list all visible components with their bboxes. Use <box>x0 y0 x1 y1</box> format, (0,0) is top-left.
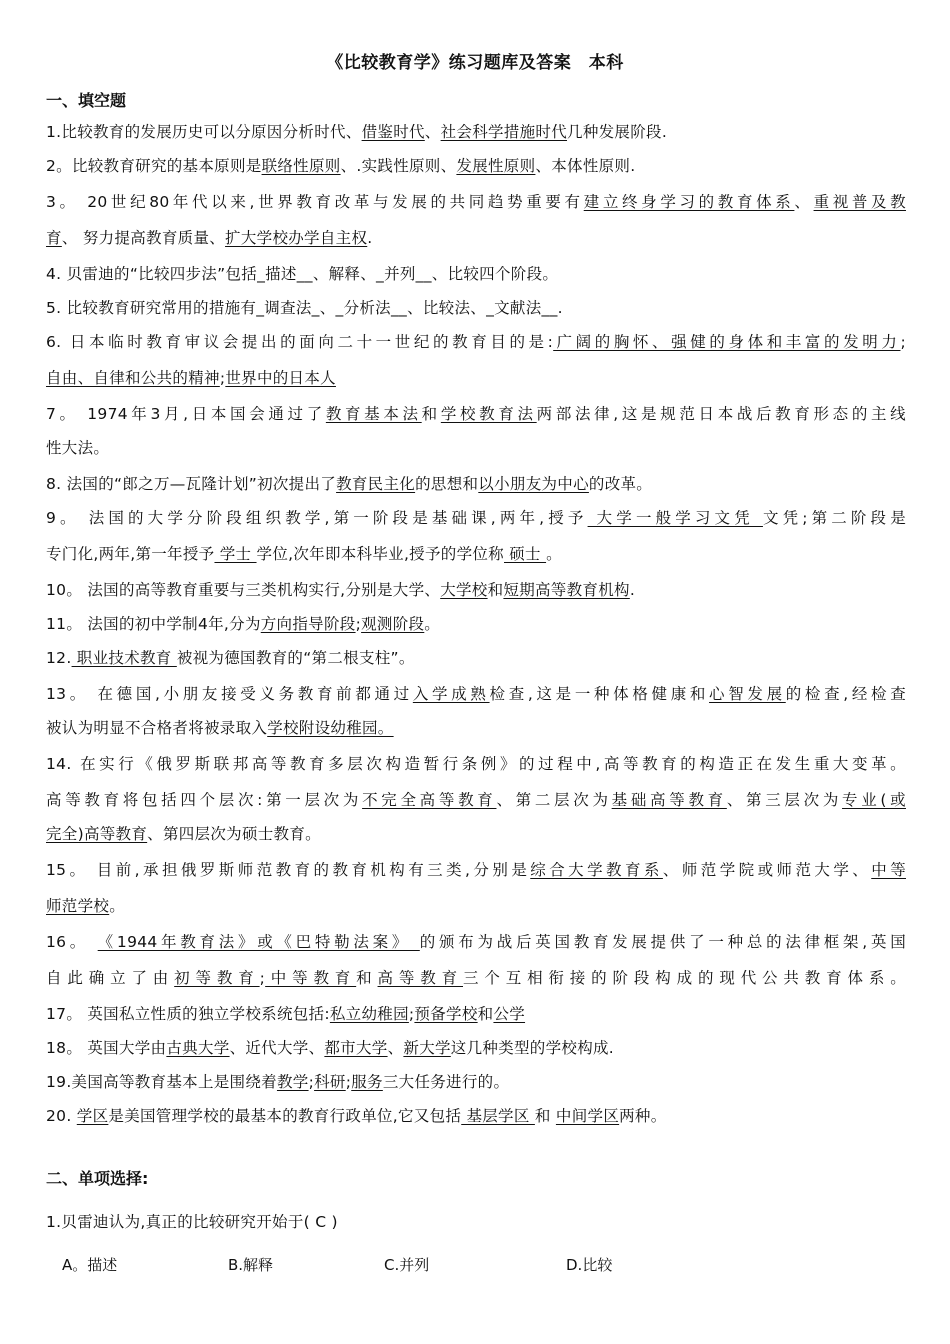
question-text: 被认为明显不合格者将被录取入 <box>46 719 268 737</box>
question-text: ; <box>219 369 226 387</box>
question-text: 7。 1974年3月,日本国会通过了 <box>46 405 326 423</box>
question-text: 高等教育将包括四个层次:第一层次为 <box>46 791 363 809</box>
question-line <box>46 822 321 844</box>
question-text: 20. <box>46 1107 77 1125</box>
question-text: ; <box>900 333 906 351</box>
answer-underlined: 教学 <box>276 1073 309 1091</box>
answer-underlined: 公学 <box>493 1005 526 1023</box>
question-text: 6. 日本临时教育审议会提出的面向二十一世纪的教育目的是: <box>46 333 554 351</box>
question-text: 、本体性原则. <box>535 157 636 175</box>
answer-underlined: 硕士 <box>504 545 547 563</box>
question-line <box>46 1036 614 1058</box>
question-line <box>46 788 906 810</box>
question-text: 三大任务进行的。 <box>382 1073 510 1091</box>
question-line <box>46 226 372 248</box>
answer-underlined: 初等教育 <box>174 969 260 987</box>
question-text: 、.实践性原则、 <box>340 157 457 175</box>
answer-underlined: 职业技术教育 <box>71 649 177 667</box>
question-line <box>46 506 906 528</box>
answer-underlined: 中等教育 <box>265 969 357 987</box>
question-text: 文凭;第二阶段是 <box>762 509 907 527</box>
answer-underlined: 建立终身学习的教育体系 <box>583 193 795 211</box>
question-text: 学位,次年即本科毕业,授予的学位称 <box>256 545 504 563</box>
question-text: 、第四层次为硕士教育。 <box>147 825 321 843</box>
question-text: 4. 贝雷迪的“比较四步法”包括_描述__、解释、_并列__、比较四个阶段。 <box>46 265 559 283</box>
question-text: 三个互相衔接的阶段构成的现代公共教育体系。 <box>463 969 907 987</box>
question-text: 几种发展阶段. <box>567 123 668 141</box>
answer-underlined: 教育基本法 <box>325 405 422 423</box>
question-text: 两种。 <box>619 1107 667 1125</box>
question-text: 1.比较教育的发展历史可以分原因分析时代、 <box>46 123 362 141</box>
question-line <box>46 858 906 880</box>
answer-underlined: 私立幼稚园 <box>329 1005 409 1023</box>
question-text: ; <box>345 1073 352 1091</box>
question-line <box>46 296 563 318</box>
question-text: ; <box>408 1005 415 1023</box>
answer-underlined: 都市大学 <box>324 1039 388 1057</box>
question-line <box>46 578 635 600</box>
question-text: 和 <box>487 581 504 599</box>
section-heading-single-choice: 二、单项选择: <box>46 1169 149 1188</box>
answer-underlined: 预备学校 <box>414 1005 478 1023</box>
question-line <box>46 330 906 352</box>
answer-underlined: 联络性原则 <box>261 157 341 175</box>
answer-underlined: 短期高等教育机构 <box>503 581 630 599</box>
answer-underlined: 方向指导阶段 <box>260 615 356 633</box>
question-line <box>46 716 394 738</box>
answer-underlined: 以小朋友为中心 <box>478 475 589 493</box>
question-line <box>46 930 906 952</box>
answer-underlined: 育 <box>46 229 62 247</box>
question-text: 2。比较教育研究的基本原则是 <box>46 157 262 175</box>
answer-underlined: 自由、自律和公共的精神 <box>46 369 220 387</box>
answer-underlined: 大学一般学习文凭 <box>587 509 763 527</box>
question-text: 、第三层次为 <box>726 791 843 809</box>
question-text: 是美国管理学校的最基本的教育行政单位,它又包括 <box>108 1107 462 1125</box>
answer-underlined: 大学校 <box>440 581 488 599</box>
answer-underlined: 高等教育 <box>377 969 463 987</box>
question-text: 14. 在实行《俄罗斯联邦高等教育多层次构造暂行条例》的过程中,高等教育的构造正在发生重大变革。 <box>46 755 906 773</box>
question-text: ; <box>259 969 266 987</box>
answer-underlined: 观测阶段 <box>361 615 425 633</box>
question-text: 被视为德国教育的“第二根支柱”。 <box>176 649 415 667</box>
answer-underlined: 学区 <box>76 1107 109 1125</box>
question-line <box>46 752 906 774</box>
question-text: 10。 法国的高等教育重要与三类机构实行,分别是大学、 <box>46 581 441 599</box>
answer-underlined: 新大学 <box>403 1039 451 1057</box>
answer-underlined: 完全)高等教育 <box>46 825 148 843</box>
question-text: 16。 <box>46 933 98 951</box>
question-text: 检查,这是一种体格健康和 <box>489 685 710 703</box>
question-text: 、 <box>424 123 441 141</box>
question-line <box>46 682 906 704</box>
question-text: 两部法律,这是规范日本战后教育形态的主线 <box>536 405 906 423</box>
option-d: D.比较 <box>566 1256 613 1274</box>
answer-underlined: 《1944年教育法》或《巴特勒法案》 <box>97 933 420 951</box>
question-line <box>46 262 558 284</box>
question-text: 的颁布为战后英国教育发展提供了一种总的法律框架,英国 <box>419 933 906 951</box>
question-line <box>46 436 109 458</box>
answer-underlined: 学校教育法 <box>440 405 537 423</box>
question-line <box>46 154 635 176</box>
question-text: 、近代大学、 <box>229 1039 325 1057</box>
question-text: . <box>629 581 636 599</box>
answer-underlined: 中间学区 <box>555 1107 620 1125</box>
question-line <box>46 1104 667 1126</box>
answer-underlined: 古典大学 <box>166 1039 230 1057</box>
question-text: 和 <box>356 969 378 987</box>
question-text: 的改革。 <box>588 475 653 493</box>
option-b: B.解释 <box>228 1256 274 1274</box>
answer-underlined: 世界中的日本人 <box>225 369 336 387</box>
question-text: ; <box>355 615 362 633</box>
question-line <box>46 542 562 564</box>
question-text: 19.美国高等教育基本上是围绕着 <box>46 1073 277 1091</box>
question-text: ; <box>308 1073 315 1091</box>
question-text: 17。 英国私立性质的独立学校系统包括: <box>46 1005 330 1023</box>
section-heading-fill-blank: 一、填空题 <box>46 91 127 110</box>
question-text: 9。 法国的大学分阶段组织教学,第一阶段是基础课,两年,授予 <box>46 509 588 527</box>
answer-underlined: 综合大学教育系 <box>530 861 663 879</box>
page-title: 《比较教育学》练习题库及答案 本科 <box>326 53 624 73</box>
answer-underlined: 服务 <box>351 1073 383 1091</box>
question-text: 8. 法国的“郎之万—瓦隆计划”初次提出了 <box>46 475 337 493</box>
question-text: 、 <box>387 1039 404 1057</box>
question-text: 11。 法国的初中学制4年,分为 <box>46 615 261 633</box>
question-line <box>46 190 906 212</box>
question-line <box>46 1070 509 1092</box>
question-line <box>46 612 440 634</box>
question-text: 13。 在德国,小朋友接受义务教育前都通过 <box>46 685 413 703</box>
question-text: 专门化,两年,第一年授予 <box>46 545 215 563</box>
answer-underlined: 专业(或 <box>842 791 906 809</box>
question-line <box>46 120 667 142</box>
question-text: 的思想和 <box>415 475 479 493</box>
answer-underlined: 入学成熟 <box>412 685 490 703</box>
question-text: . <box>367 229 373 247</box>
question-text: 、 <box>794 193 814 211</box>
question-text: 5. 比较教育研究常用的措施有_调查法_、_分析法__、比较法、_文献法__. <box>46 299 563 317</box>
question-text: 、 努力提高教育质量、 <box>61 229 226 247</box>
answer-underlined: 借鉴时代 <box>361 123 425 141</box>
option-c: C.并列 <box>384 1256 430 1274</box>
question-line <box>46 1002 525 1024</box>
question-line <box>46 646 415 668</box>
answer-underlined: 学士 <box>214 545 257 563</box>
answer-underlined: 基础高等教育 <box>611 791 727 809</box>
question-text: 3。 20世纪80年代以来,世界教育改革与发展的共同趋势重要有 <box>46 193 584 211</box>
answer-underlined: 基层学区 <box>461 1107 535 1125</box>
answer-underlined: 重视普及教 <box>813 193 906 211</box>
answer-underlined: 扩大学校办学自主权 <box>225 229 368 247</box>
answer-underlined: 不完全高等教育 <box>362 791 497 809</box>
answer-underlined: 师范学校 <box>46 897 110 915</box>
question-text: 。 <box>424 615 441 633</box>
answer-underlined: 心智发展 <box>709 685 786 703</box>
question-line <box>46 894 125 916</box>
question-text: 12. <box>46 649 72 667</box>
question-text: 。 <box>109 897 126 915</box>
question-text: 自此确立了由 <box>46 969 175 987</box>
question-text: 。 <box>546 545 562 563</box>
question-text: 、第二层次为 <box>496 791 612 809</box>
question-text: 的检查,经检查 <box>785 685 907 703</box>
question-text: 和 <box>477 1005 494 1023</box>
choice-question-1: 1.贝雷迪认为,真正的比较研究开始于( C ) <box>46 1213 338 1231</box>
answer-underlined: 发展性原则 <box>456 157 536 175</box>
question-text: 和 <box>534 1107 556 1125</box>
question-text: 这几种类型的学校构成. <box>450 1039 615 1057</box>
answer-underlined: 科研 <box>314 1073 346 1091</box>
question-line <box>46 366 336 388</box>
question-text: 和 <box>421 405 441 423</box>
question-text: 性大法。 <box>46 439 110 457</box>
question-line <box>46 966 906 988</box>
answer-underlined: 学校附设幼稚园。 <box>267 719 394 737</box>
option-a: A。描述 <box>62 1256 118 1274</box>
answer-underlined: 教育民主化 <box>336 475 416 493</box>
question-line <box>46 472 652 494</box>
question-text: 18。 英国大学由 <box>46 1039 167 1057</box>
answer-underlined: 中等 <box>871 861 906 879</box>
question-text: 、师范学院或师范大学、 <box>662 861 872 879</box>
question-text: 15。 目前,承担俄罗斯师范教育的教育机构有三类,分别是 <box>46 861 531 879</box>
answer-underlined: 广阔的胸怀、强健的身体和丰富的发明力 <box>553 333 901 351</box>
answer-underlined: 社会科学措施时代 <box>440 123 568 141</box>
question-line <box>46 402 906 424</box>
